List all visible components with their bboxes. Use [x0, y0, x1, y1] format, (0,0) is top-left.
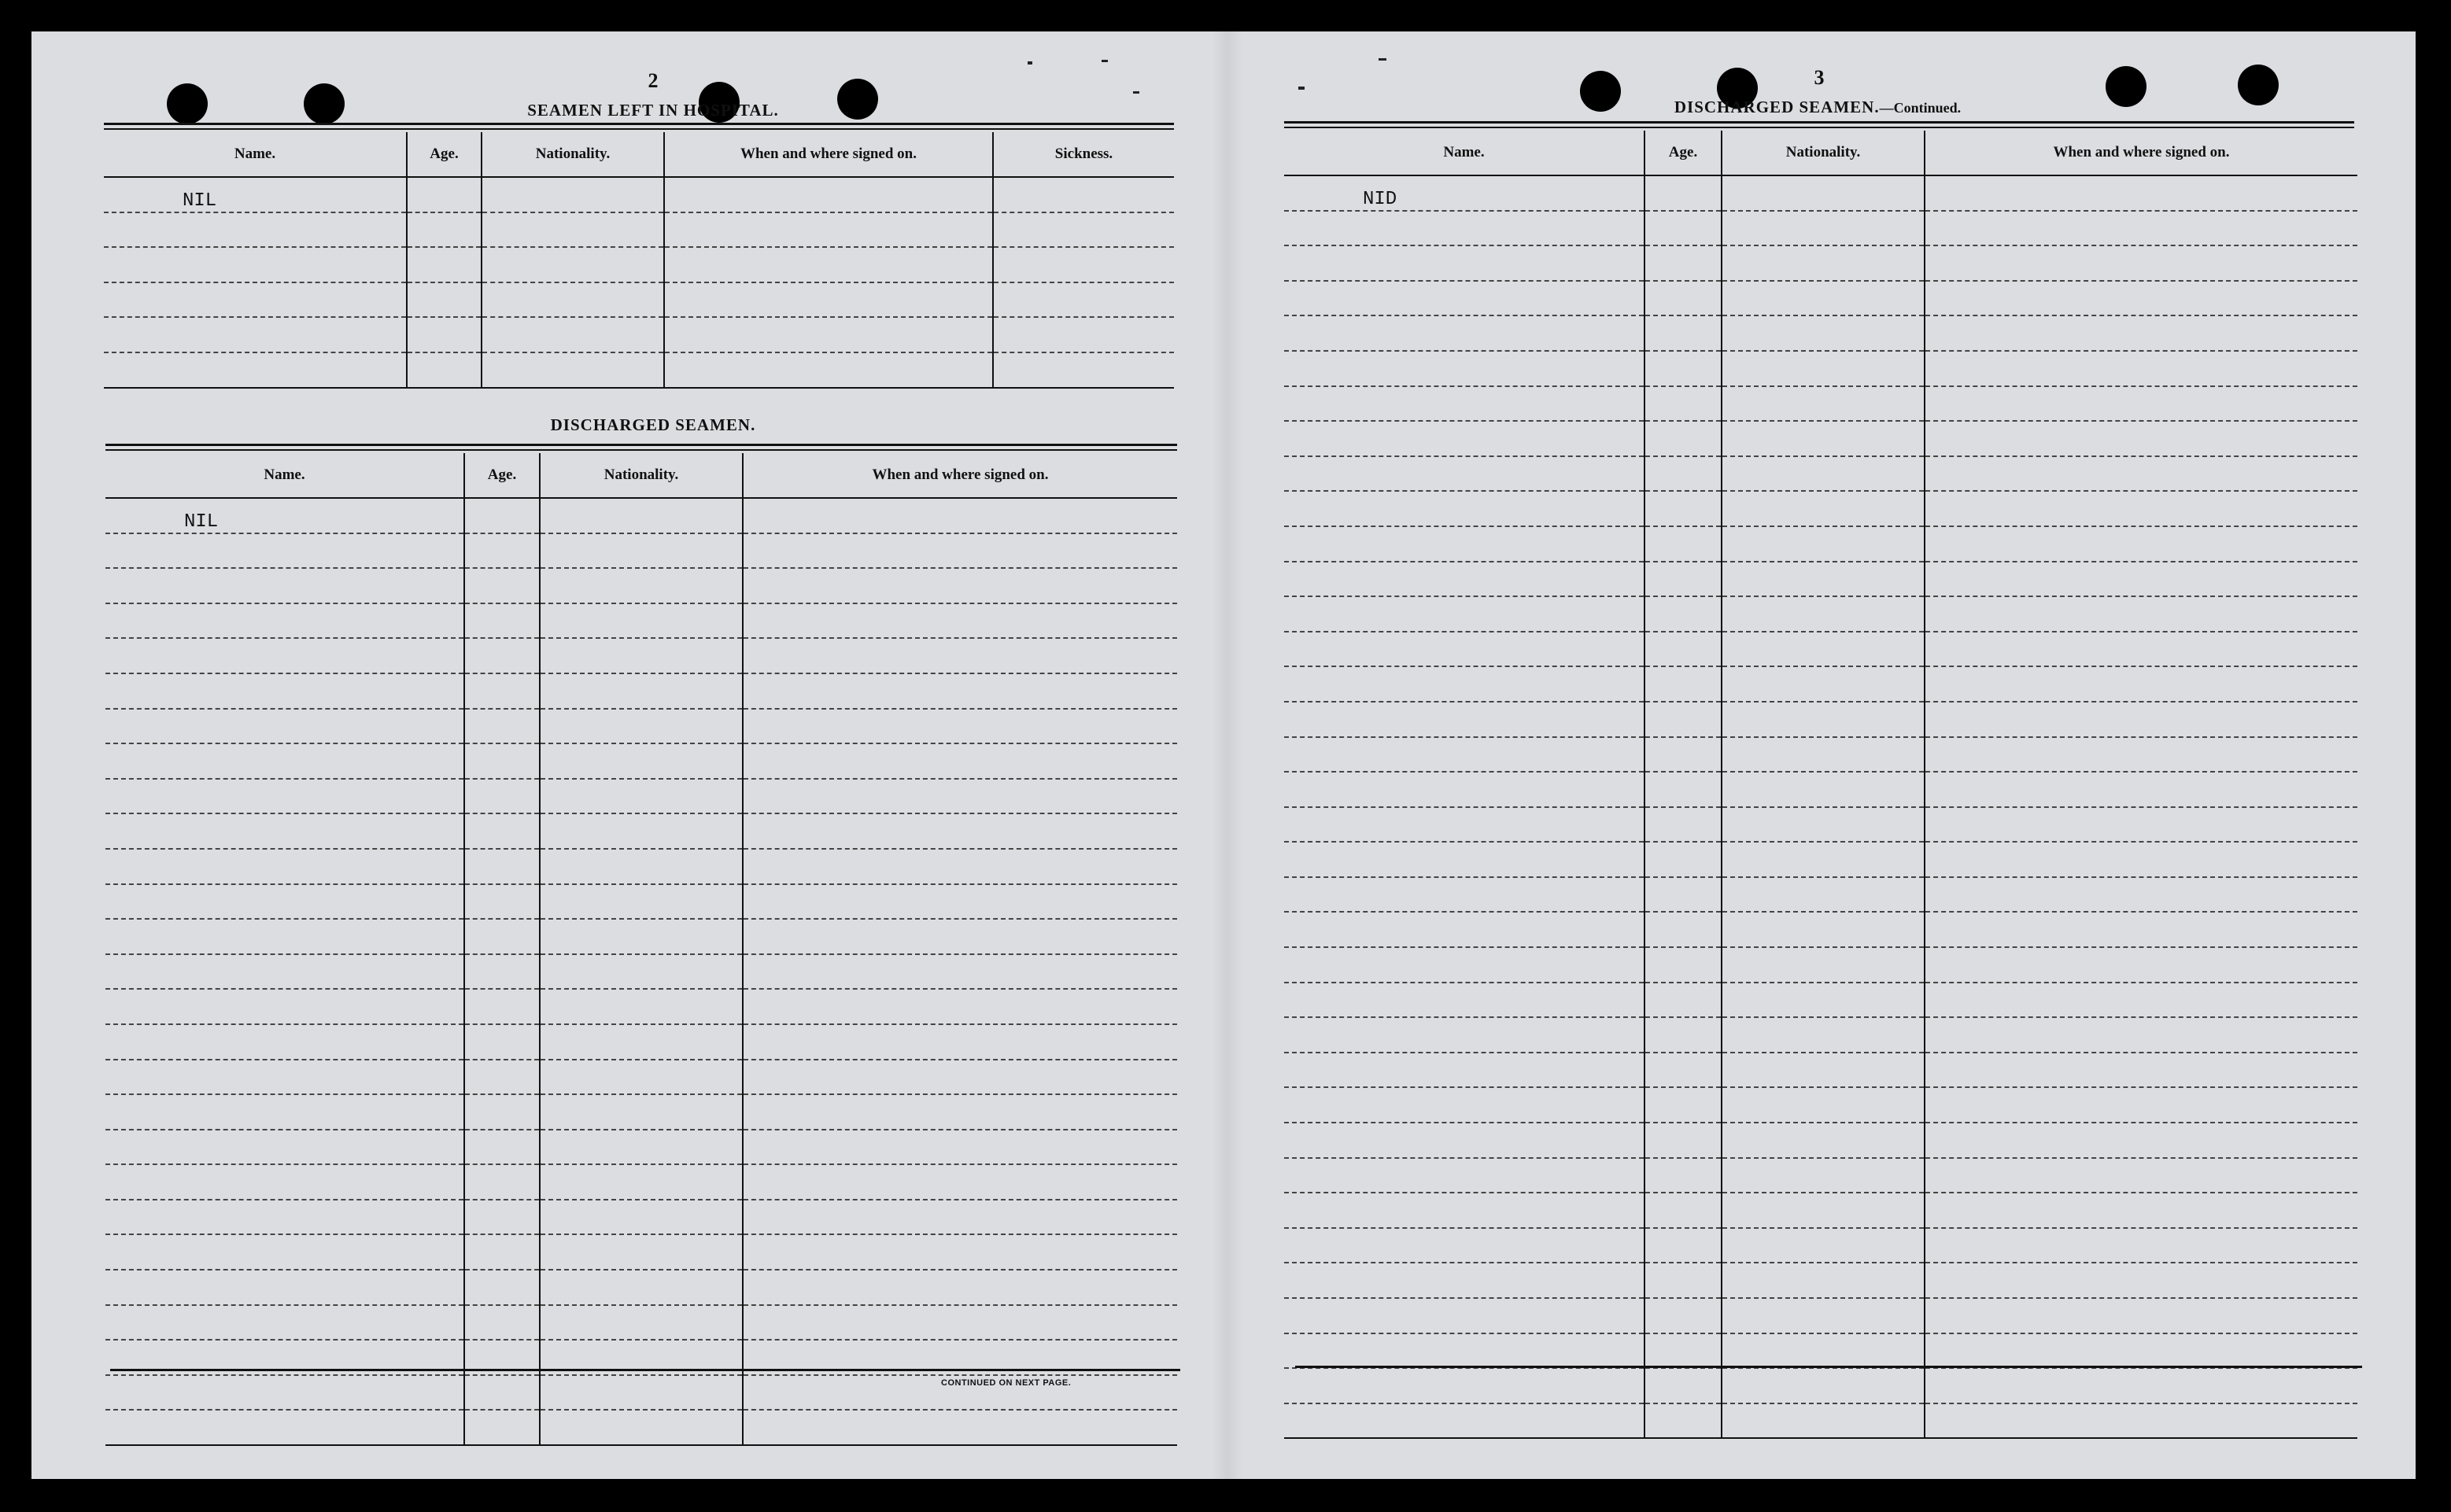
right-top-rule: [1284, 121, 2354, 128]
table-row: [1284, 1017, 2357, 1053]
section-title-suffix: —Continued.: [1879, 100, 1962, 116]
col-header-nationality: Nationality.: [1722, 131, 1925, 175]
table-row: [1284, 912, 2357, 947]
section-title-main: DISCHARGED SEAMEN.: [1674, 98, 1880, 116]
table-row: [105, 1200, 1177, 1235]
table-row: [105, 568, 1177, 603]
table-row: [1284, 1368, 2357, 1403]
page-number-left: 2: [648, 69, 659, 92]
hospital-top-rule: [104, 123, 1174, 130]
table-row: [1284, 562, 2357, 597]
table-row: [1284, 281, 2357, 316]
discharged-section-title: DISCHARGED SEAMEN.: [550, 415, 756, 434]
table-row: [1284, 211, 2357, 246]
table-row: [1284, 842, 2357, 877]
col-header-age: Age.: [407, 132, 482, 177]
name-cell: NID: [1284, 175, 1644, 211]
table-row: [105, 1410, 1177, 1445]
table-row: [1284, 1123, 2357, 1158]
discharged-continued-title: [1511, 98, 2124, 117]
table-row: [105, 1130, 1177, 1165]
punch-hole: [2238, 65, 2279, 105]
table-row: [1284, 947, 2357, 983]
speck: [1028, 61, 1032, 65]
table-row: [104, 282, 1174, 318]
col-header-nationality: Nationality.: [540, 453, 743, 498]
table-row: [105, 1270, 1177, 1305]
table-row: [105, 709, 1177, 744]
table-row: [105, 989, 1177, 1024]
table-row: [1284, 386, 2357, 422]
col-header-signed-on: When and where signed on.: [743, 453, 1177, 498]
table-row: [1284, 351, 2357, 386]
col-header-name: Name.: [1284, 131, 1644, 175]
col-header-name: Name.: [104, 132, 407, 177]
table-row: [1284, 1087, 2357, 1123]
table-row: [1284, 877, 2357, 913]
col-header-nationality: Nationality.: [482, 132, 664, 177]
table-row: [105, 533, 1177, 569]
table-row: [105, 1094, 1177, 1130]
table-row: [1284, 245, 2357, 281]
table-row: [104, 212, 1174, 248]
discharged-table-right: [1284, 131, 2357, 1439]
table-row: [1284, 1193, 2357, 1228]
table-row: [1284, 807, 2357, 843]
table-row: [104, 352, 1174, 388]
table-row: [1284, 1228, 2357, 1263]
center-fold: [1212, 31, 1243, 1479]
col-header-signed-on: When and where signed on.: [664, 132, 993, 177]
col-header-signed-on: When and where signed on.: [1925, 131, 2357, 175]
table-row: [1284, 737, 2357, 773]
table-row: [1284, 1263, 2357, 1298]
table-row: [105, 779, 1177, 814]
punch-hole: [304, 83, 345, 124]
speck: [1133, 91, 1139, 94]
table-row: [1284, 1053, 2357, 1088]
table-row: [1284, 702, 2357, 737]
name-cell: NIL: [104, 177, 407, 212]
punch-hole: [167, 83, 208, 124]
discharged-bottom-rule: [110, 1369, 1180, 1371]
hospital-table: [104, 132, 1174, 389]
table-row: [105, 498, 1177, 533]
speck: [1298, 87, 1305, 90]
discharged-top-rule: [105, 444, 1177, 451]
table-row: [1284, 1403, 2357, 1439]
table-row: [105, 1305, 1177, 1341]
table-row: [1284, 772, 2357, 807]
right-bottom-rule: [1295, 1366, 2362, 1368]
table-row: [1284, 456, 2357, 492]
table-row: [105, 603, 1177, 639]
speck: [1379, 58, 1386, 61]
table-row: [1284, 666, 2357, 702]
table-row: [1284, 1298, 2357, 1333]
table-row: [1284, 526, 2357, 562]
table-row: [105, 1024, 1177, 1060]
table-row: [105, 849, 1177, 884]
table-row: [105, 954, 1177, 990]
table-row: [105, 638, 1177, 673]
page-number-right: 3: [1814, 66, 1825, 89]
col-header-name: Name.: [105, 453, 464, 498]
name-cell: NIL: [105, 498, 464, 533]
table-row: [104, 247, 1174, 282]
table-row: [104, 317, 1174, 352]
document-sheet: [31, 31, 2416, 1479]
continued-note: CONTINUED ON NEXT PAGE.: [941, 1378, 1072, 1388]
table-row: [1284, 1333, 2357, 1369]
table-row: [105, 1060, 1177, 1095]
hospital-section-title: SEAMEN LEFT IN HOSPITAL.: [527, 101, 779, 120]
col-header-age: Age.: [1644, 131, 1722, 175]
table-row: [1284, 421, 2357, 456]
table-row: [105, 919, 1177, 954]
col-header-sickness: Sickness.: [993, 132, 1174, 177]
table-row: [105, 1164, 1177, 1200]
table-row: [105, 1234, 1177, 1270]
table-row: [1284, 596, 2357, 632]
table-row: [1284, 1158, 2357, 1193]
table-row: [105, 884, 1177, 920]
discharged-table-left: [105, 453, 1177, 1446]
table-row: [105, 673, 1177, 709]
table-row: [104, 177, 1174, 212]
table-row: [1284, 491, 2357, 526]
table-row: [1284, 632, 2357, 667]
table-row: [1284, 983, 2357, 1018]
table-row: [105, 813, 1177, 849]
speck: [1102, 60, 1108, 62]
table-row: [1284, 175, 2357, 211]
table-row: [1284, 315, 2357, 351]
table-row: [105, 743, 1177, 779]
col-header-age: Age.: [464, 453, 540, 498]
